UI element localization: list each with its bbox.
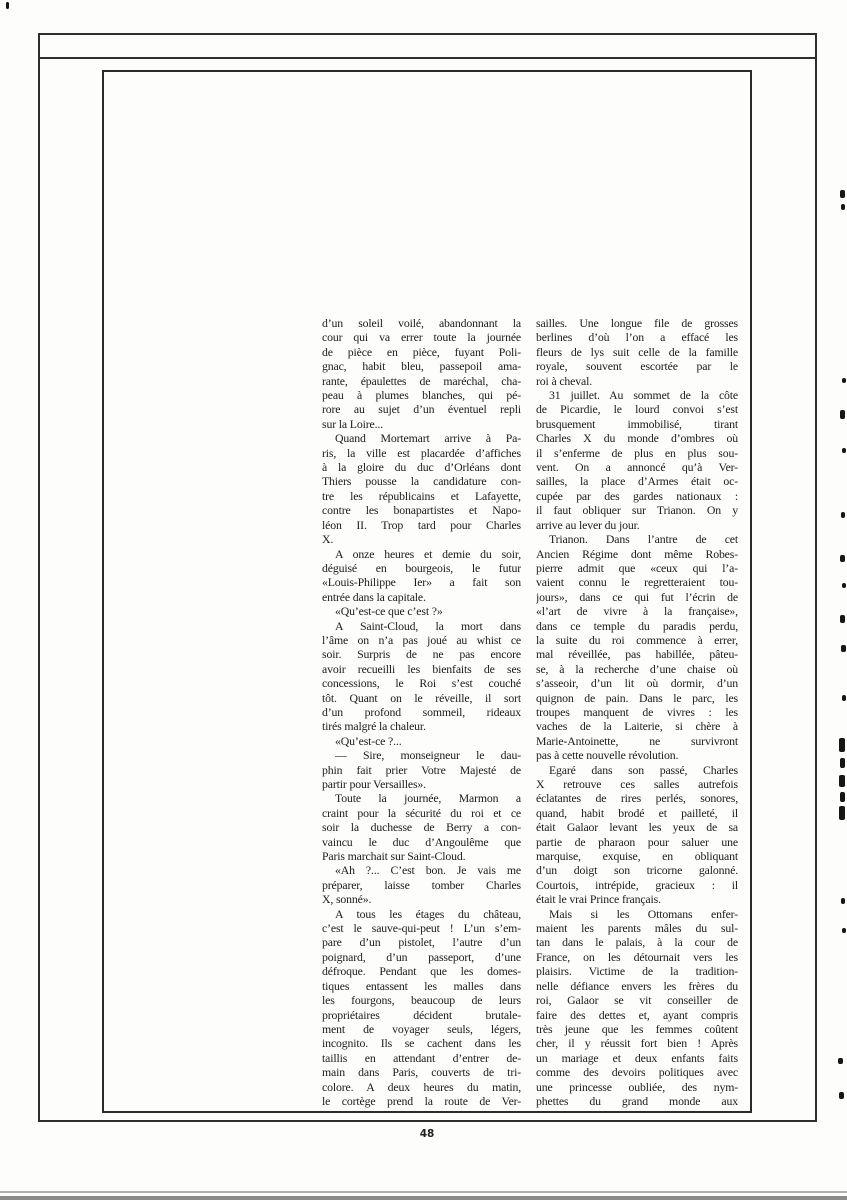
text-line: faire des dettes et, ayant compris [536, 1007, 738, 1022]
scan-speck [6, 2, 9, 9]
scan-speck [842, 695, 846, 701]
bottom-rule-thin [0, 1191, 847, 1193]
text-line: une princesse oubliée, des nym- [536, 1079, 738, 1094]
bottom-rule-thick [0, 1196, 847, 1200]
text-line: comme des devoirs politiques avec [536, 1065, 738, 1080]
text-line: mal réveillée, pas habillée, pâteu- [536, 647, 738, 662]
text-line: soir. Surpris de ne pas encore [322, 647, 521, 662]
text-line: pas à cette nouvelle révolution. [536, 748, 679, 763]
text-line: défroque. Pendant que les domes- [322, 964, 521, 979]
text-line: A tous les étages du château, [335, 906, 521, 921]
text-line: s’asseoir, d’un lit où dormir, d’un [536, 676, 738, 691]
text-line: rore au sujet d’un éventuel repli [322, 402, 521, 417]
text-line: gnac, habit bleu, passepoil ama- [322, 359, 521, 374]
text-line: d’un profond sommeil, rideaux [322, 704, 521, 719]
text-line: roi à cheval. [536, 373, 593, 388]
text-line: d’un soleil voilé, abandonnant la [322, 316, 521, 330]
text-line: 31 juillet. Au sommet de la côte [549, 388, 738, 403]
text-line: soir la duchesse de Berry a con- [322, 820, 521, 835]
scan-speck [839, 738, 845, 752]
text-line: était le vrai Prince français. [536, 892, 661, 907]
scan-speck [840, 410, 845, 419]
text-line: craint pour la sécurité du roi et ce [322, 805, 521, 820]
text-line: arrive au lever du jour. [536, 517, 640, 532]
text-line: Mais si les Ottomans enfer- [549, 906, 738, 921]
text-line: France, on les détournait vers les [536, 949, 738, 964]
scan-speck [840, 615, 845, 623]
text-line: peau à plumes blanches, qui pé- [322, 388, 521, 403]
text-line: incognito. Ils se cachent dans les [322, 1036, 521, 1051]
text-line: «Louis-Philippe Ier» a fait son [322, 575, 521, 590]
text-line: Marie-Antoinette, ne survivront [536, 733, 738, 748]
text-line: contre les bonapartistes et Napo- [322, 503, 521, 518]
scan-speck [839, 806, 845, 820]
text-line: quignon de pain. Dans le parc, les [536, 690, 738, 705]
text-line: partir pour Versailles». [322, 777, 426, 791]
text-line: rante, épaulettes de maréchal, cha- [322, 373, 521, 388]
text-line: X retrouve ces salles autrefois [536, 777, 738, 791]
text-line: plaisirs. Victime de la tradition- [536, 964, 738, 979]
text-line: A onze heures et demie du soir, [335, 546, 521, 561]
text-line: X. [322, 532, 334, 547]
text-line: concessions, le Roi s’est couché [322, 676, 521, 691]
scan-speck [842, 448, 846, 453]
scan-speck [840, 758, 845, 768]
text-line: il s’enferme de plus en plus sou- [536, 445, 738, 460]
text-line: roi, Galaor se vit conseiller de [536, 993, 738, 1008]
text-line: ment de voyager seuls, légers, [322, 1021, 521, 1036]
text-line: était Galaor levant les yeux de sa [536, 820, 738, 835]
text-line: vaient connu le regretteraient tou- [536, 575, 738, 590]
scan-speck [841, 898, 845, 904]
text-line: tiques entassent les malles dans [322, 978, 521, 993]
text-line: phettes du grand monde aux [536, 1093, 738, 1108]
text-line: sailles. Une longue file de grosses [536, 316, 738, 330]
text-line: tôt. Quant on le réveille, il sort [322, 690, 521, 705]
text-line: cupée par des gardes nationaux : [536, 488, 738, 503]
text-line: — Sire, monseigneur le dau- [335, 748, 521, 763]
text-line: royale, souvent escortée par le [536, 359, 738, 374]
text-line: «Qu’est-ce que c’est ?» [335, 604, 443, 619]
text-line: propriétaires décident brutale- [322, 1007, 521, 1022]
text-line: brusquement immobilisé, tirant [536, 416, 738, 431]
scan-speck [840, 190, 845, 198]
text-line: avoir recueilli les bienfaits de ses [322, 661, 521, 676]
text-line: phin fait prier Votre Majesté de [322, 762, 521, 777]
article-body [322, 316, 738, 1112]
top-double-rule [38, 57, 817, 59]
text-line: Courtois, intrépide, gracieux : il [536, 877, 738, 892]
text-line: un mariage et deux enfants faits [536, 1050, 738, 1065]
text-line: vent. On a annoncé qu’à Ver- [536, 460, 738, 475]
text-line: quand, habit brodé et pailleté, il [536, 805, 738, 820]
text-line: léon II. Trop tard pour Charles [322, 517, 521, 532]
text-line: le cortège prend la route de Ver- [322, 1093, 521, 1108]
text-line: les fourgons, beaucoup de leurs [322, 993, 521, 1008]
text-line: très jeune que les femmes coûtent [536, 1021, 738, 1036]
text-line: la suite du roi commence à errer, [536, 632, 738, 647]
text-line: troupes manquent de vivres : les [536, 704, 738, 719]
text-line: préparer, laisse tomber Charles [322, 877, 521, 892]
text-line: partie de pharaon pour saluer une [536, 834, 738, 849]
scan-speck [838, 1058, 843, 1064]
scan-speck [839, 1092, 844, 1099]
text-line: à la gloire du duc d’Orléans dont [322, 460, 521, 475]
scan-speck [842, 928, 846, 933]
text-line: vaches de la Laiterie, si chère à [536, 719, 738, 734]
scan-speck [841, 645, 846, 652]
text-line: de Picardie, le lourd convoi s’est [536, 402, 738, 417]
text-line: Paris marchait sur Saint-Cloud. [322, 849, 466, 864]
text-line: Ancien Régime dont même Robes- [536, 546, 738, 561]
text-line: sailles, la place d’Armes était oc- [536, 474, 738, 489]
text-line: poignard, d’un passeport, d’une [322, 949, 521, 964]
text-line: sur la Loire... [322, 416, 383, 431]
text-line: l’âme on n’a pas joué au whist ce [322, 632, 521, 647]
text-line: ris, la ville est placardée d’affiches [322, 445, 521, 460]
text-line: entrée dans la capitale. [322, 589, 426, 604]
text-line: Quand Mortemart arrive à Pa- [335, 431, 521, 446]
text-line: tre les républicains et Lafayette, [322, 488, 521, 503]
text-line: «l’art de vivre à la française», [536, 604, 738, 619]
text-line: Toute la journée, Marmon a [335, 791, 521, 806]
scan-speck [841, 512, 845, 518]
text-line: pierre admit que «ceux qui l’a- [536, 560, 738, 575]
text-line: «Ah ?... C’est bon. Je vais me [335, 863, 521, 878]
scan-speck [842, 583, 846, 588]
text-line: A Saint-Cloud, la mort dans [335, 618, 521, 633]
text-column-right [536, 316, 738, 1110]
scan-speck [842, 378, 846, 383]
text-line: il faut obliquer sur Trianon. On y [536, 503, 738, 518]
text-line: vaincu le duc d’Angoulême que [322, 834, 521, 849]
text-line: maient les parents mâles du sul- [536, 921, 738, 936]
text-line: taillis en attendant d’entrer de- [322, 1050, 521, 1065]
text-line: de pièce en pièce, fuyant Poli- [322, 344, 521, 359]
text-line: Thiers pousse la candidature con- [322, 474, 521, 489]
text-line: fleurs de lys suit celle de la famille [536, 344, 738, 359]
page-number: 48 [419, 1128, 435, 1140]
scan-speck [839, 775, 845, 787]
text-line: marquise, exquise, en obliquant [536, 849, 738, 864]
text-line: se, à la recherche d’une chaise où [536, 661, 738, 676]
text-line: cher, il y réussit fort bien ! Après [536, 1036, 738, 1051]
text-line: berlines d’où l’on a effacé les [536, 330, 738, 345]
text-line: déguisé en bourgeois, le futur [322, 560, 521, 575]
text-line: tan dans le palais, à la cour de [536, 935, 738, 950]
text-line: main dans Paris, couverts de tri- [322, 1065, 521, 1080]
text-line: tirés malgré la chaleur. [322, 719, 426, 734]
text-line: éclatantes de rires perlés, sonores, [536, 791, 738, 806]
text-line: colore. A deux heures du matin, [322, 1079, 521, 1094]
text-line: nelle défiance envers les frères du [536, 978, 738, 993]
text-line: Trianon. Dans l’antre de cet [549, 532, 738, 547]
text-line: jours», dans ce qui fut l’écrin de [536, 589, 738, 604]
text-line: X, sonné». [322, 892, 372, 907]
text-line: c’est le sauve-qui-peut ! L’un s’em- [322, 921, 521, 936]
scan-speck [841, 204, 845, 210]
text-column-left [322, 316, 521, 1110]
text-line: «Qu’est-ce ?... [335, 733, 402, 748]
text-line: cour qui va errer toute la journée [322, 330, 521, 345]
text-line: pare d’un pistolet, l’autre d’un [322, 935, 521, 950]
text-line: Egaré dans son passé, Charles [549, 762, 738, 777]
scan-speck [840, 555, 845, 562]
scan-speck [840, 792, 845, 802]
text-line: d’un doigt son tricorne galonné. [536, 863, 738, 878]
text-line: dans ce temple du paradis perdu, [536, 618, 738, 633]
text-line: Charles X du monde d’ombres où [536, 431, 738, 446]
